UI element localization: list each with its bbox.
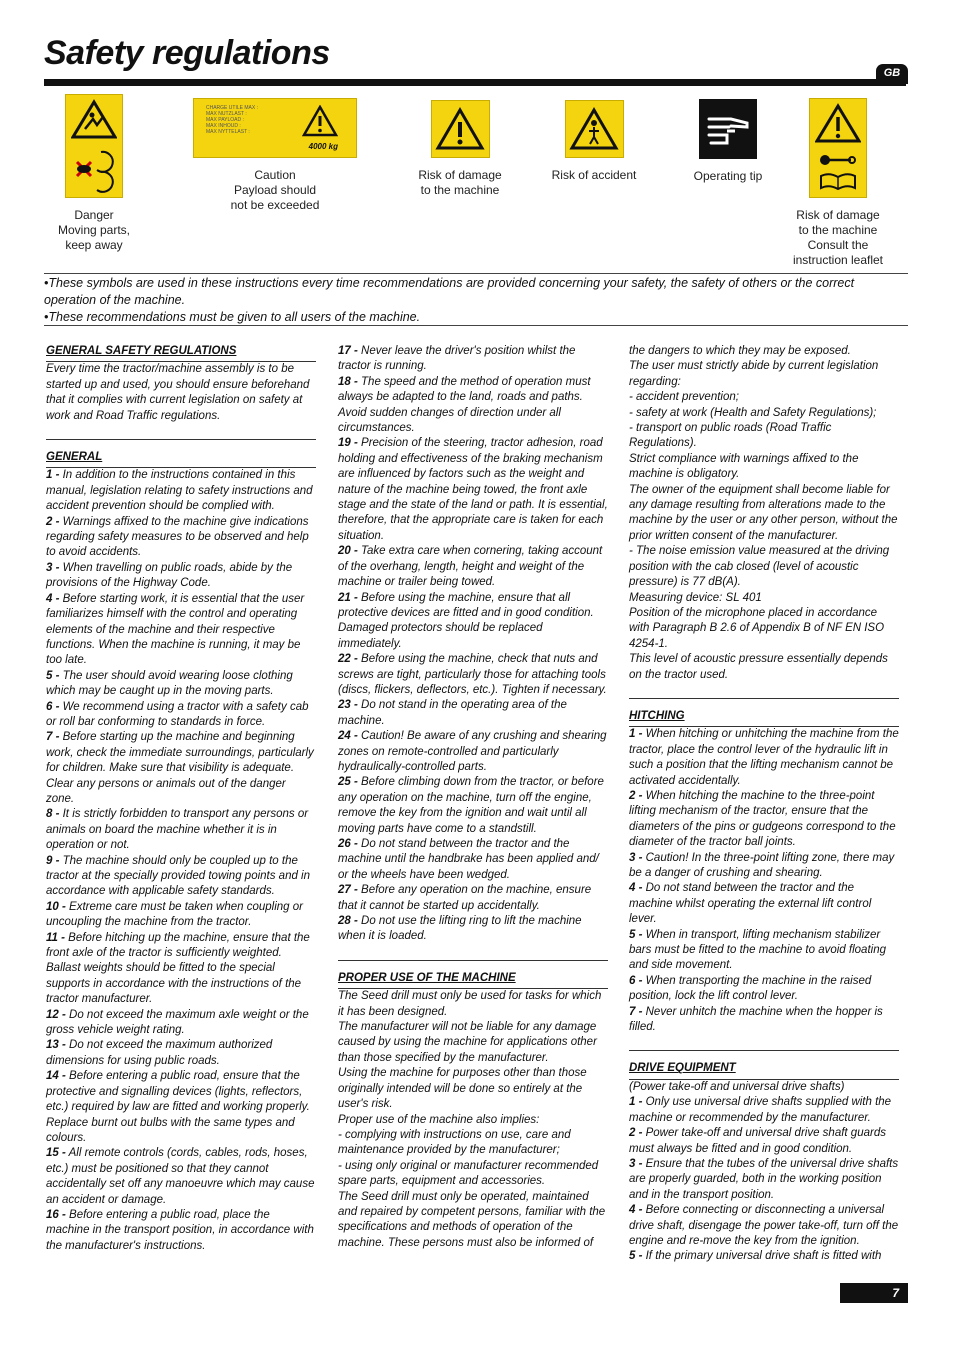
note-item: •These recommendations must be given to all users of the machine. (44, 310, 421, 324)
list (629, 1095, 899, 1264)
list-item (629, 1126, 899, 1157)
symbol-caption: Risk of accident (551, 168, 637, 182)
note-item: •These symbols are used in these instructions every time recommendations are provided concerning your safety, the safety of others or the correct operation of the machine. (44, 276, 855, 307)
item-number: 11 - (46, 931, 65, 944)
item-text: The user should avoid wearing loose clothing which may be caught up in the moving parts. (46, 669, 293, 698)
list-item (338, 591, 608, 653)
list (629, 727, 899, 1035)
item-number: 16 - (46, 1208, 66, 1221)
item-number: 6 - (629, 974, 643, 987)
item-number: 4 - (46, 592, 60, 605)
notes-block (44, 275, 904, 326)
list-item (338, 544, 608, 590)
list-item (46, 900, 316, 931)
item-number: 2 - (629, 789, 643, 802)
paragraph: - The noise emission value measured at the driving position with the cab closed (level of acoustic pressure) is 77 dB(A). (629, 545, 890, 589)
column-2 (338, 344, 608, 1251)
bullet-icon: • (44, 310, 49, 324)
item-text: Never unhitch the machine when the hopper is filled. (629, 1005, 883, 1034)
item-number: 1 - (629, 1096, 643, 1109)
item-number: 1 - (629, 728, 643, 741)
symbol-moving-parts (44, 94, 144, 253)
item-text: Never leave the driver's position whilst the tractor is running. (338, 345, 576, 373)
item-number: 4 - (629, 882, 643, 895)
paragraph: The manufacturer will not be liable for any damage caused by using the machine for applications other than those specified by the manufacturer. (338, 1021, 597, 1064)
paragraph: Strict compliance with warnings affixed to the machine is obligatory. (629, 452, 859, 481)
symbol-consult-leaflet (788, 98, 888, 268)
page-title: Safety regulations (44, 34, 330, 72)
symbol-caption: Risk of damage to the machine (418, 168, 502, 197)
consult-leaflet-icon (809, 98, 867, 198)
item-text: If the primary universal drive shaft is fitted with (642, 1250, 882, 1263)
item-text: When travelling on public roads, abide by the provisions of the Highway Code. (46, 561, 293, 590)
warning-triangle-icon (431, 100, 490, 158)
list-item (338, 775, 608, 837)
list (338, 344, 608, 945)
section-heading: HITCHING (629, 698, 899, 727)
list-item (338, 837, 608, 883)
paragraph: Position of the microphone placed in accordance with Paragraph B 2.6 of Appendix B of NF EN ISO 4254-1. (629, 606, 885, 650)
item-text: Do not stand between the tractor and the machine whilst operating the external lift control lever. (629, 882, 872, 926)
divider (44, 273, 908, 274)
list-item (46, 1146, 316, 1208)
item-text: Precision of the steering, tractor adhesion, road holding and effectiveness of the braking mechanism are influenced by factors such as the weight and nature of the machine being towed, the front axle stage and the state of the land or path. It is essential, therefore, that the appropriate care is taken for each situation. (338, 437, 608, 542)
item-number: 21 - (338, 591, 358, 604)
list-item (629, 928, 899, 974)
item-number: 8 - (46, 808, 60, 821)
item-text: When in transport, lifting mechanism stabilizer bars must be fitted to the machine to avoid floating and side movement. (629, 928, 886, 972)
item-text: Before connecting or disconnecting a universal drive shaft, disengage the power take-off, turn off the engine and re-move the key from the ignition. (629, 1204, 899, 1247)
item-text: The speed and the method of operation must always be adapted to the land, roads and paths. Avoid sudden changes of direction under all circumstances. (338, 375, 591, 435)
person-warning-icon (565, 100, 624, 158)
item-number: 5 - (46, 669, 60, 682)
item-text: Before climbing down from the tractor, or before any operation on the machine, turn off the engine, remove the key from the ignition and wait until all moving parts have come to a standstill. (338, 776, 604, 835)
list (46, 468, 316, 1254)
paragraph: The Seed drill must only be used for tasks for which it has been designed. (338, 990, 602, 1018)
item-text: When hitching or unhitching the machine from the tractor, place the control lever of the hydraulic lift in such a position that the lifting mechanism cannot be activated accidentally. (629, 728, 899, 787)
pointing-hand-icon (699, 99, 757, 159)
list-item (629, 851, 899, 882)
list-item (46, 807, 316, 853)
item-number: 7 - (629, 1005, 643, 1018)
item-number: 25 - (338, 776, 358, 789)
paragraph: The user must strictly abide by current legislation regarding: (629, 360, 879, 388)
section-heading: DRIVE EQUIPMENT (629, 1050, 899, 1079)
list-item (338, 883, 608, 914)
symbol-caption: Danger Moving parts, keep away (57, 208, 131, 252)
list-item (46, 592, 316, 669)
payload-value: 4000 kg (308, 142, 338, 151)
list-item (46, 1038, 316, 1069)
item-text: We recommend using a tractor with a safety cab or roll bar conforming to standards in force. (46, 700, 309, 728)
symbol-caption: Operating tip (693, 169, 763, 183)
item-text: Before using the machine, ensure that all protective devices are fitted and in good condition. Damaged protectors should be replaced immediately. (338, 591, 594, 650)
symbol-caption: Risk of damage to the machine Consult the instruction leaflet (792, 208, 884, 267)
list-item (629, 1095, 899, 1126)
symbol-caption: Caution Payload should not be exceeded (230, 168, 320, 212)
list-item (629, 881, 899, 927)
item-text: In addition to the instructions contained in this manual, legislation relating to safety instructions and accident prevention should be complied with. (46, 469, 313, 513)
column-1 (46, 344, 316, 1254)
item-number: 24 - (338, 730, 358, 743)
item-number: 6 - (46, 700, 60, 713)
item-text: The machine should only be coupled up to the tractor at the specially provided towing points and in accordance with applicable safety standards. (46, 854, 311, 898)
item-number: 3 - (629, 851, 643, 864)
item-number: 22 - (338, 653, 358, 666)
list-item (46, 561, 316, 592)
item-text: Warnings affixed to the machine give indications regarding safety measures to be observed and help to avoid accidents. (46, 515, 309, 559)
paragraph: - safety at work (Health and Safety Regulations); (629, 406, 877, 419)
list-item (46, 669, 316, 700)
item-text: Before using the machine, check that nuts and screws are tight, particularly those for attaching tools (discs, flickers, deflectors, etc.). Tighten if necessary. (338, 653, 607, 696)
item-text: Do not exceed the maximum authorized dimensions for using public roads. (46, 1039, 273, 1067)
paragraph: Every time the tractor/machine assembly is to be started up and used, you should ensure beforehand that it complies with current legislation on safety at work and Road Traffic regulations. (46, 363, 310, 422)
item-number: 3 - (629, 1157, 643, 1170)
item-text: Extreme care must be taken when coupling or uncoupling the machine from the tractor. (46, 900, 303, 929)
page-number: 7 (840, 1283, 908, 1303)
item-text: Before any operation on the machine, ensure that it cannot be started up accidentally. (338, 884, 592, 912)
payload-label-icon: CHARGE UTILE MAX : MAX NUTZLAST : MAX PAYLOAD : MAX INHOUD : MAX NYTTELAST : 4000 kg (193, 98, 357, 158)
symbol-accident (544, 100, 644, 183)
item-number: 13 - (46, 1039, 66, 1052)
list-item (629, 1005, 899, 1036)
list-item (338, 729, 608, 775)
divider (44, 325, 908, 326)
list-item (338, 436, 608, 544)
paragraph: The owner of the equipment shall become liable for any damage resulting from alterations made to the machine by the user or any other person, without the prior written consent of the manufacturer. (629, 483, 898, 542)
item-text: Do not exceed the maximum axle weight or the gross vehicle weight rating. (46, 1008, 309, 1037)
item-text: Do not stand in the operating area of the machine. (338, 699, 567, 727)
paragraph: - complying with instructions on use, care and maintenance provided by the manufacturer; (338, 1128, 571, 1157)
section-heading: GENERAL (46, 439, 316, 468)
moving-parts-warning-icon (65, 94, 123, 198)
item-number: 2 - (629, 1127, 643, 1140)
paragraphs (629, 344, 899, 683)
item-number: 19 - (338, 437, 358, 450)
item-text: Ensure that the tubes of the universal drive shafts are properly guarded, both in the working position and in the transport position. (629, 1157, 899, 1201)
item-number: 7 - (46, 731, 60, 744)
item-number: 20 - (338, 545, 358, 558)
item-number: 5 - (629, 928, 643, 941)
paragraph: - accident prevention; (629, 391, 739, 404)
list-item (629, 1203, 899, 1249)
item-number: 27 - (338, 884, 358, 897)
list-item (46, 468, 316, 514)
list-item (338, 698, 608, 729)
paragraph: Measuring device: SL 401 (629, 591, 762, 604)
item-number: 23 - (338, 699, 358, 712)
section-heading: PROPER USE OF THE MACHINE (338, 960, 608, 989)
list-item (46, 854, 316, 900)
item-number: 18 - (338, 375, 358, 388)
item-number: 28 - (338, 915, 358, 928)
item-number: 9 - (46, 854, 60, 867)
list-item (629, 1249, 899, 1264)
list-item (46, 931, 316, 1008)
item-number: 1 - (46, 469, 60, 482)
paragraph: Using the machine for purposes other than those originally intended will be done so entirely at the user's risk. (338, 1067, 587, 1111)
item-number: 12 - (46, 1008, 66, 1021)
list-item (629, 974, 899, 1005)
list-item (338, 344, 608, 375)
list-item (338, 914, 608, 945)
item-number: 14 - (46, 1070, 66, 1083)
item-text: Do not use the lifting ring to lift the machine when it is loaded. (338, 915, 582, 943)
bullet-icon: • (44, 276, 49, 290)
item-text: Only use universal drive shafts supplied with the machine or recommended by the manufacturer. (629, 1096, 892, 1124)
item-text: Before entering a public road, ensure that the protective and signalling devices (lights, reflectors, etc.) required by law are fitted and working properly. Replace burnt out bulbs with the same types and colours. (46, 1070, 310, 1144)
list-item (629, 727, 899, 789)
list-item (46, 1069, 316, 1146)
paragraph: (Power take-off and universal drive shafts) (629, 1080, 845, 1093)
list-item (629, 789, 899, 851)
item-text: Before entering a public road, place the machine in the transport position, in accordance with the manufacturer's instructions. (46, 1208, 314, 1252)
list-item (46, 730, 316, 807)
item-number: 15 - (46, 1147, 66, 1160)
column-3 (629, 344, 899, 1265)
item-text: Caution! Be aware of any crushing and shearing zones on remote-controlled and particularly hydraulically-controlled parts. (338, 730, 607, 773)
list-item (338, 375, 608, 437)
language-tab: GB (876, 64, 908, 84)
title-rule (44, 79, 906, 86)
item-text: When transporting the machine in the raised position, lock the lift control lever. (629, 974, 872, 1003)
item-number: 17 - (338, 345, 358, 357)
item-number: 3 - (46, 561, 60, 574)
paragraph: Proper use of the machine also implies: (338, 1113, 540, 1126)
item-text: Before starting up the machine and beginning work, check the immediate surroundings, particularly for children. Make sure that visibility is adequate. Clear any persons or animals out of the danger zone. (46, 731, 314, 805)
item-number: 10 - (46, 900, 66, 913)
list-item (46, 1208, 316, 1254)
list-item (46, 1008, 316, 1039)
item-text: When hitching the machine to the three-point lifting mechanism of the tractor, ensure that the diameters of the pins or gudgeons correspond to the diameter of the tractor ball joints. (629, 789, 896, 849)
item-text: Do not stand between the tractor and the machine until the handbrake has been applied and/ or the wheels have been wedged. (338, 838, 599, 881)
list-item (629, 1157, 899, 1203)
paragraph: This level of acoustic pressure essentially depends on the tractor used. (629, 653, 888, 681)
symbol-payload (192, 98, 358, 213)
paragraph: - transport on public roads (Road Traffic Regulations). (629, 422, 832, 450)
paragraph: The Seed drill must only be operated, maintained and repaired by competent persons, familiar with the specifications and methods of operation of the machine. These persons must also be informed of (338, 1190, 606, 1249)
paragraph: the dangers to which they may be exposed. (629, 345, 851, 357)
item-text: All remote controls (cords, cables, rods, hoses, etc.) must be positioned so that they cannot accidentally set off any manoeuvre which may cause an accident or damage. (46, 1147, 315, 1206)
list-item (46, 700, 316, 731)
item-text: Power take-off and universal drive shaft guards must always be fitted and in good condition. (629, 1127, 886, 1155)
item-text: It is strictly forbidden to transport any persons or animals on board the machine whether it is in operation or not. (46, 808, 309, 852)
item-text: Caution! In the three-point lifting zone, there may be a danger of crushing and shearing. (629, 851, 895, 879)
section-heading: GENERAL SAFETY REGULATIONS (46, 344, 316, 362)
item-number: 2 - (46, 515, 60, 528)
list-item (338, 652, 608, 698)
item-text: Take extra care when cornering, taking account of the overhang, length, height and weight of the machine or trailer being towed. (338, 545, 603, 589)
paragraph: - using only original or manufacturer recommended spare parts, equipment and accessories. (338, 1159, 599, 1188)
item-text: Before starting work, it is essential that the user familiarizes himself with the control and operating elements of the machine and their respective functions. When the machine is running, it may be too late. (46, 592, 305, 667)
item-number: 5 - (629, 1250, 643, 1263)
symbol-operating-tip (678, 99, 778, 184)
list-item (46, 515, 316, 561)
item-number: 26 - (338, 838, 358, 850)
paragraphs (338, 989, 608, 1251)
item-number: 4 - (629, 1204, 643, 1217)
symbol-damage (410, 100, 510, 198)
item-text: Before hitching up the machine, ensure that the front axle of the tractor is sufficiently weighted. Ballast weights should be fitted to the special supports in accordance with the instructions of the tractor manufacturer. (46, 931, 310, 1006)
